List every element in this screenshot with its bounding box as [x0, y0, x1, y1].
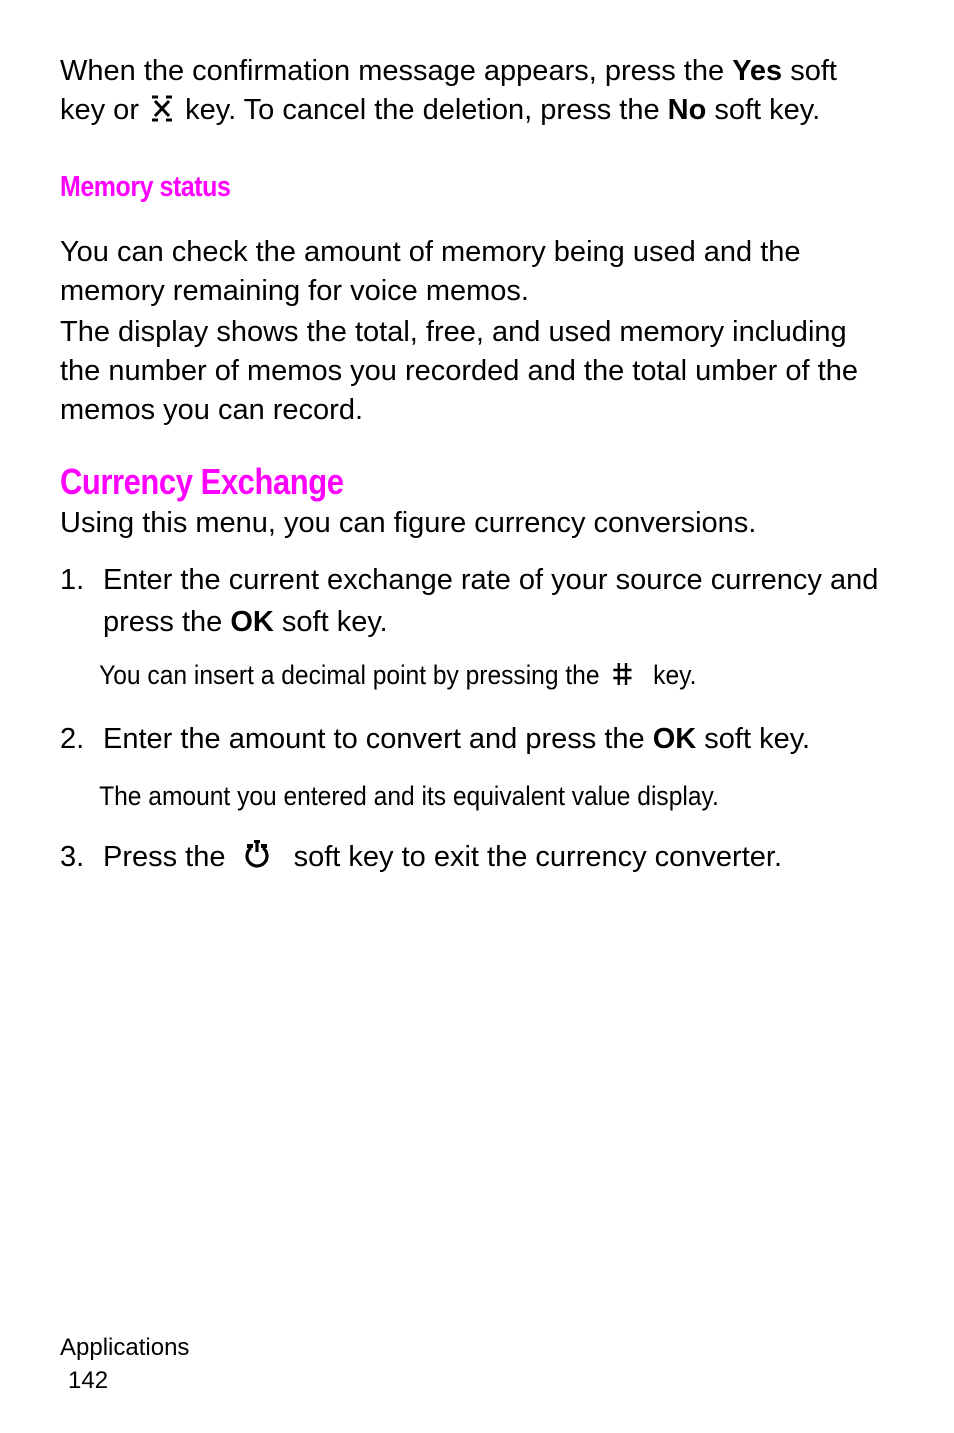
ok-soft-key-label: OK — [652, 723, 697, 755]
hash-key-icon — [612, 660, 634, 696]
yes-soft-key-label: Yes — [732, 55, 783, 87]
step-text: soft key to exit the currency converter. — [285, 841, 783, 873]
no-soft-key-label: No — [667, 94, 707, 126]
page-number: 142 — [68, 1367, 109, 1394]
step-text: Press the — [103, 841, 234, 873]
step-number: 2. — [60, 723, 85, 755]
memory-status-paragraph-2: The display shows the total, free, and used memory including the number of memos you recorded and the total umber of the memos you can record. — [60, 316, 858, 426]
page-footer — [60, 1331, 189, 1397]
step-item — [60, 559, 890, 643]
currency-exchange-heading: Currency Exchange — [60, 461, 344, 502]
currency-exchange-intro: Using this menu, you can figure currency conversions. — [60, 507, 757, 539]
step-text: soft key. — [696, 723, 811, 755]
step-number: 1. — [60, 564, 85, 596]
footer-section-name: Applications — [60, 1334, 190, 1361]
step-text: soft key. — [273, 606, 388, 638]
intro-text: soft key or — [60, 55, 837, 126]
step-item — [60, 718, 890, 760]
intro-paragraph — [60, 52, 890, 133]
step-text: Enter the amount to convert and press the — [103, 723, 653, 755]
intro-text: key. To cancel the deletion, press the — [177, 94, 668, 126]
step-note — [60, 657, 815, 696]
note-text: key. — [646, 660, 697, 690]
back-key-icon — [240, 838, 274, 884]
intro-text: When the confirmation message appears, press the — [60, 55, 733, 87]
memory-status-heading: Memory status — [60, 171, 231, 203]
manual-page — [60, 52, 890, 884]
currency-steps-list — [60, 559, 890, 643]
intro-text: soft key. — [706, 94, 821, 126]
ok-soft-key-label: OK — [230, 606, 274, 638]
currency-steps-list-final — [60, 836, 890, 884]
cancel-key-icon — [147, 94, 177, 133]
currency-steps-list-continued — [60, 718, 890, 760]
note-text: You can insert a decimal point by pressing the — [99, 660, 607, 690]
memory-status-paragraph-1: You can check the amount of memory being used and the memory remaining for voice memos. — [60, 236, 801, 307]
step-item — [60, 836, 890, 884]
step-note: The amount you entered and its equivalent value display. — [99, 781, 719, 811]
step-text: Enter the current exchange rate of your source currency and press the — [103, 564, 879, 638]
step-number: 3. — [60, 841, 85, 873]
